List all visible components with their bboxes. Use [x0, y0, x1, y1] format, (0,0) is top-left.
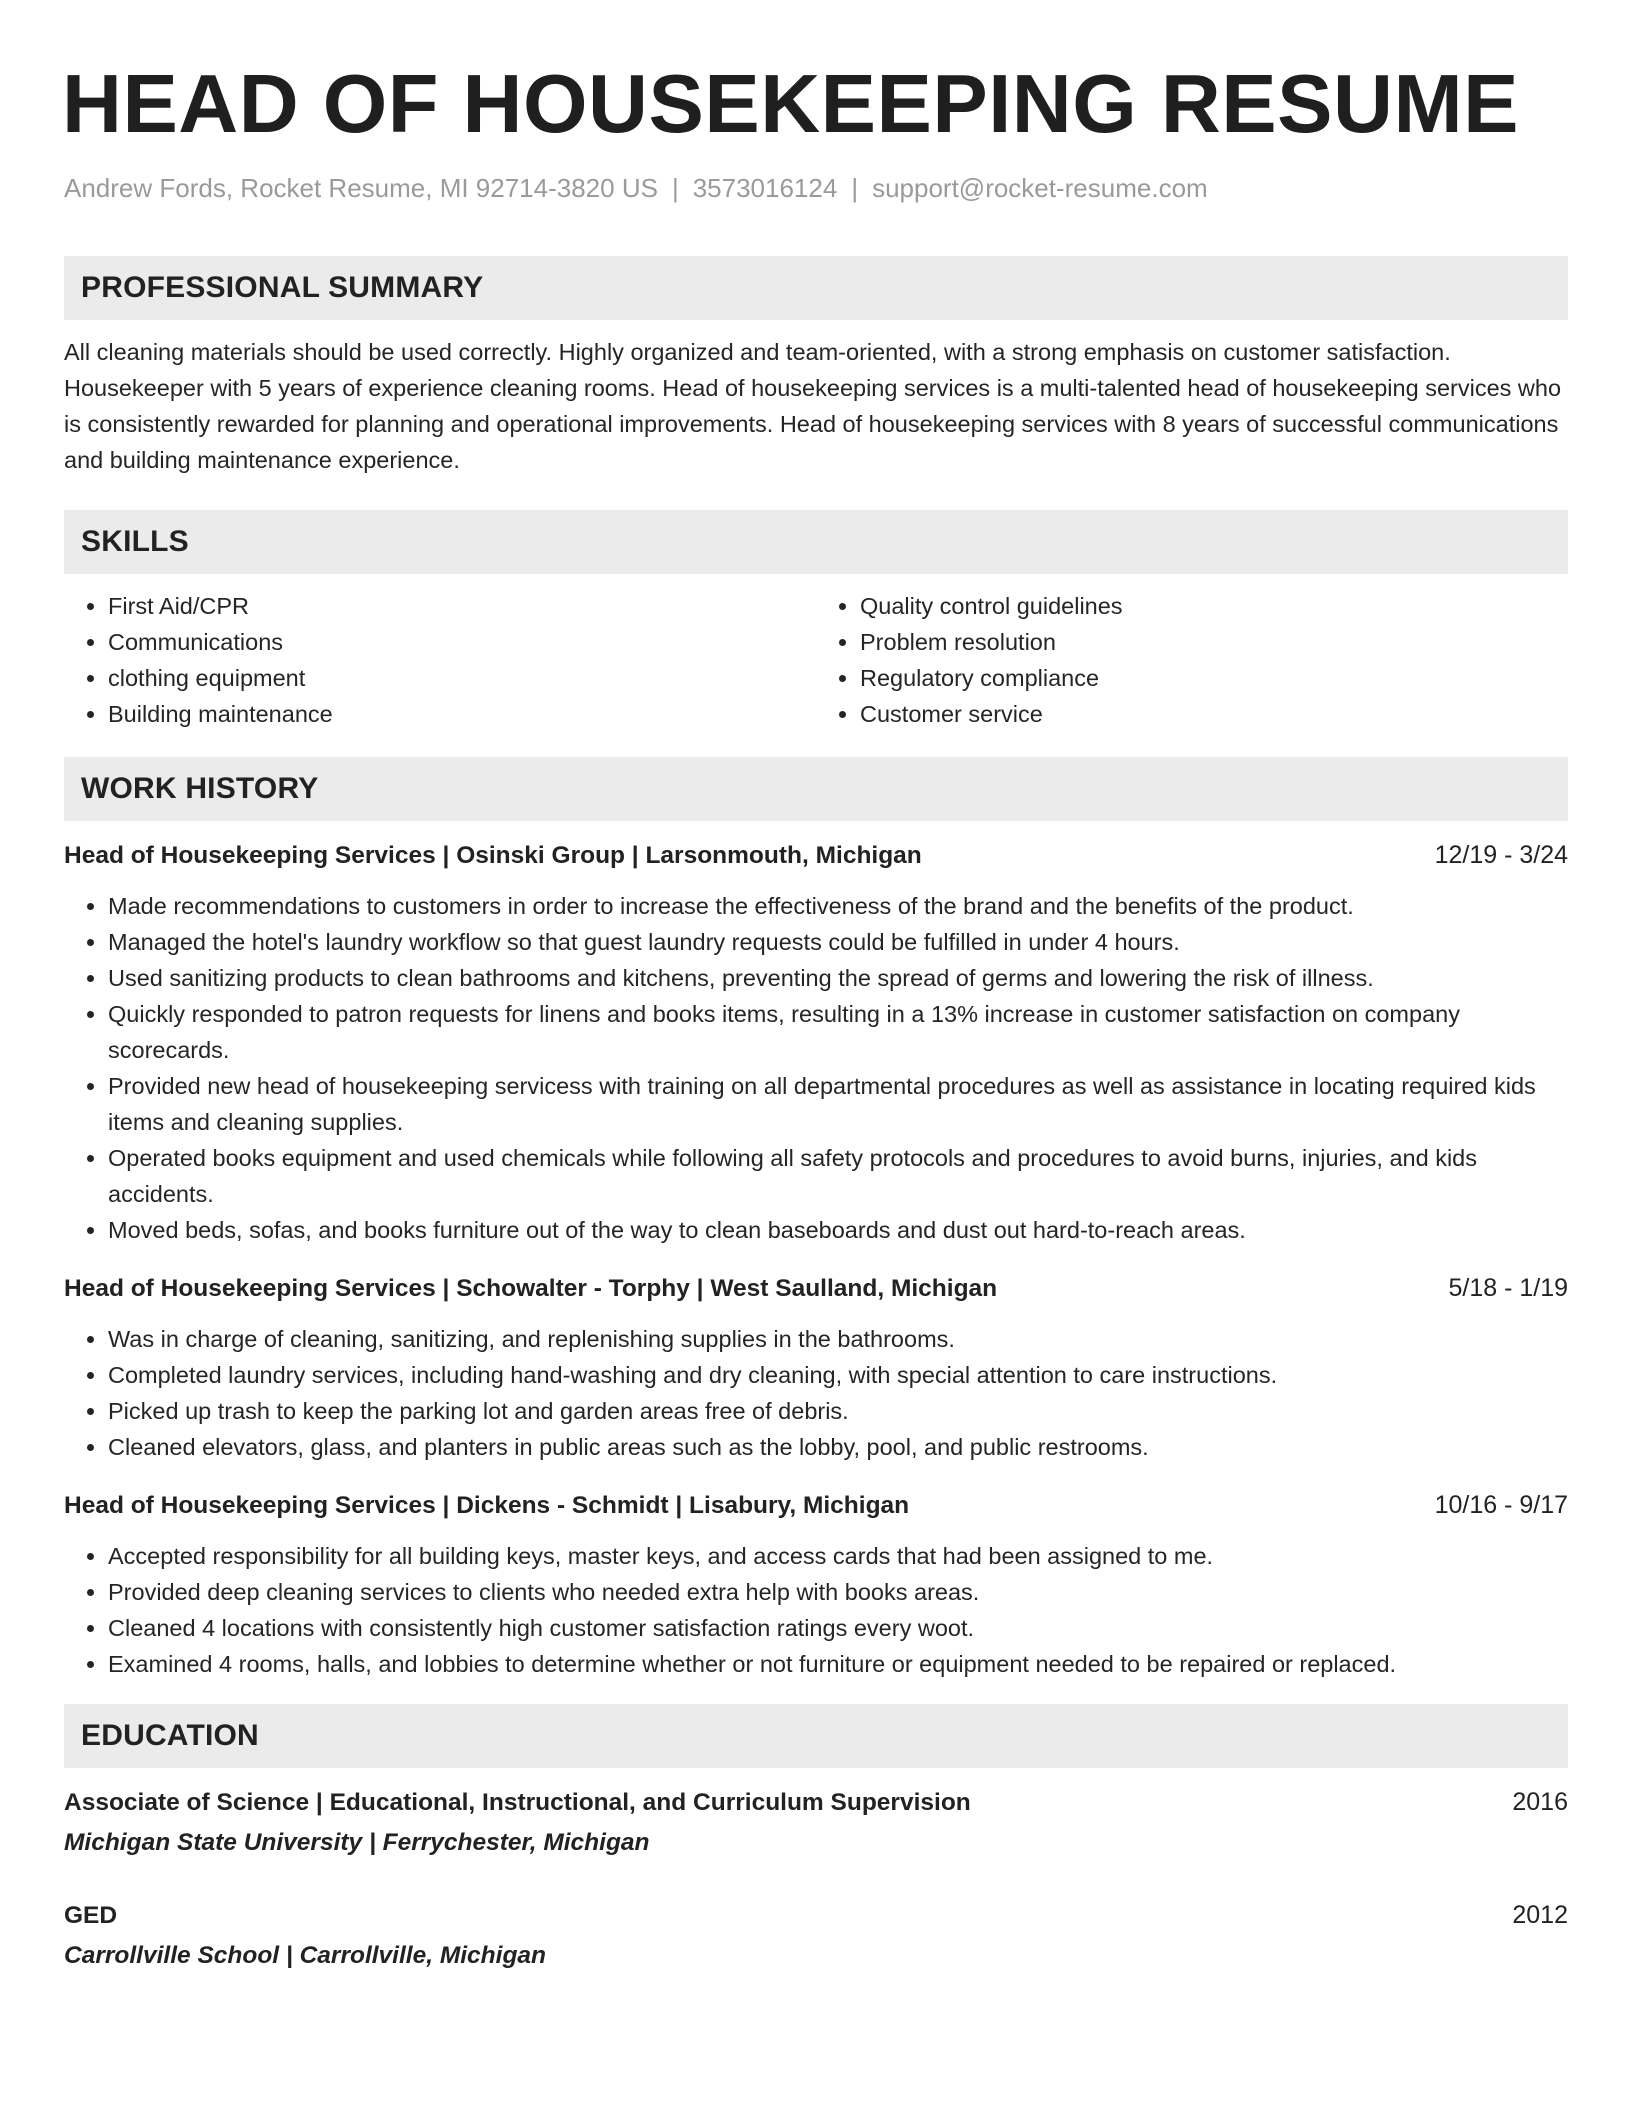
resume-title: HEAD OF HOUSEKEEPING RESUME	[62, 57, 1519, 150]
skills-column-right	[816, 588, 1568, 732]
skill-item: • Quality control guidelines	[860, 588, 1568, 624]
skill-item: • clothing equipment	[108, 660, 816, 696]
job-bullet: • Was in charge of cleaning, sanitizing, and replenishing supplies in the bathrooms.	[108, 1321, 1568, 1357]
job-bullet: • Managed the hotel's laundry workflow so that guest laundry requests could be fulfilled in under 4 hours.	[108, 924, 1568, 960]
job-bullet: • Moved beds, sofas, and books furniture out of the way to clean baseboards and dust out hard-to-reach areas.	[108, 1212, 1568, 1248]
job-bullets	[64, 888, 1568, 1248]
summary-heading: PROFESSIONAL SUMMARY	[64, 256, 1568, 320]
skill-item: • First Aid/CPR	[108, 588, 816, 624]
job-bullet: • Cleaned 4 locations with consistently high customer satisfaction ratings every woot.	[108, 1610, 1568, 1646]
job-dates: 5/18 - 1/19	[1448, 1274, 1568, 1303]
education-entry	[64, 1784, 1568, 1861]
education-degree: GED	[64, 1902, 118, 1930]
contact-email: support@rocket-resume.com	[872, 173, 1208, 203]
skills-list	[64, 588, 1568, 732]
job-header	[64, 1270, 1568, 1307]
job-bullet: • Used sanitizing products to clean bathrooms and kitchens, preventing the spread of germs and lowering the risk of illness.	[108, 960, 1568, 996]
contact-separator: |	[671, 173, 679, 203]
education-degree: Associate of Science | Educational, Instructional, and Curriculum Supervision	[64, 1789, 971, 1817]
job-entry	[64, 1487, 1568, 1682]
job-title: Head of Housekeeping Services | Dickens - Schmidt | Lisabury, Michigan	[64, 1492, 910, 1520]
skill-item: • Communications	[108, 624, 816, 660]
job-bullet: • Made recommendations to customers in order to increase the effectiveness of the brand and the benefits of the product.	[108, 888, 1568, 924]
education-year: 2016	[1512, 1788, 1568, 1817]
job-bullet: • Completed laundry services, including hand-washing and dry cleaning, with special attention to care instructions.	[108, 1357, 1568, 1393]
job-header	[64, 837, 1568, 874]
job-bullet: • Provided new head of housekeeping servicess with training on all departmental procedures as well as assistance in locating required kids items and cleaning supplies.	[108, 1068, 1568, 1140]
education-year: 2012	[1512, 1901, 1568, 1930]
skill-item: • Building maintenance	[108, 696, 816, 732]
skills-heading: SKILLS	[64, 510, 1568, 574]
skills-column-left	[64, 588, 816, 732]
job-bullet: • Picked up trash to keep the parking lot and garden areas free of debris.	[108, 1393, 1568, 1429]
job-bullet: • Operated books equipment and used chemicals while following all safety protocols and procedures to avoid burns, injuries, and kids accidents.	[108, 1140, 1568, 1212]
contact-address: Andrew Fords, Rocket Resume, MI 92714-3820 US	[64, 173, 658, 203]
job-bullet: • Accepted responsibility for all building keys, master keys, and access cards that had been assigned to me.	[108, 1538, 1568, 1574]
job-bullets	[64, 1321, 1568, 1465]
education-header	[64, 1784, 1568, 1821]
job-bullet: • Provided deep cleaning services to clients who needed extra help with books areas.	[108, 1574, 1568, 1610]
contact-line	[64, 173, 1568, 204]
job-entry	[64, 1270, 1568, 1465]
summary-text: All cleaning materials should be used correctly. Highly organized and team-oriented, with a strong emphasis on customer satisfaction. Housekeeper with 5 years of experience cleaning rooms. Head of housekeeping services is a multi-talented head of housekeeping services who is consistently rewarded for planning and operational improvements. Head of housekeeping services with 8 years of successful communications and building maintenance experience.	[64, 339, 1562, 474]
education-heading: EDUCATION	[64, 1704, 1568, 1768]
job-bullet: • Quickly responded to patron requests for linens and books items, resulting in a 13% increase in customer satisfaction on company scorecards.	[108, 996, 1568, 1068]
education-school: Michigan State University | Ferrychester, Michigan	[64, 1829, 650, 1857]
work-history-heading: WORK HISTORY	[64, 757, 1568, 821]
job-bullets	[64, 1538, 1568, 1682]
job-dates: 12/19 - 3/24	[1434, 841, 1568, 870]
contact-phone: 3573016124	[692, 173, 838, 203]
education-header	[64, 1897, 1568, 1934]
education-school: Carrollville School | Carrollville, Michigan	[64, 1942, 547, 1970]
job-title: Head of Housekeeping Services | Osinski Group | Larsonmouth, Michigan	[64, 842, 922, 870]
education-entry	[64, 1897, 1568, 1974]
job-entry	[64, 837, 1568, 1248]
job-title: Head of Housekeeping Services | Schowalter - Torphy | West Saulland, Michigan	[64, 1275, 998, 1303]
skill-item: • Regulatory compliance	[860, 660, 1568, 696]
skill-item: • Problem resolution	[860, 624, 1568, 660]
job-bullet: • Cleaned elevators, glass, and planters in public areas such as the lobby, pool, and public restrooms.	[108, 1429, 1568, 1465]
job-dates: 10/16 - 9/17	[1434, 1491, 1568, 1520]
skill-item: • Customer service	[860, 696, 1568, 732]
job-header	[64, 1487, 1568, 1524]
job-bullet: • Examined 4 rooms, halls, and lobbies to determine whether or not furniture or equipment needed to be repaired or replaced.	[108, 1646, 1568, 1682]
contact-separator: |	[851, 173, 859, 203]
